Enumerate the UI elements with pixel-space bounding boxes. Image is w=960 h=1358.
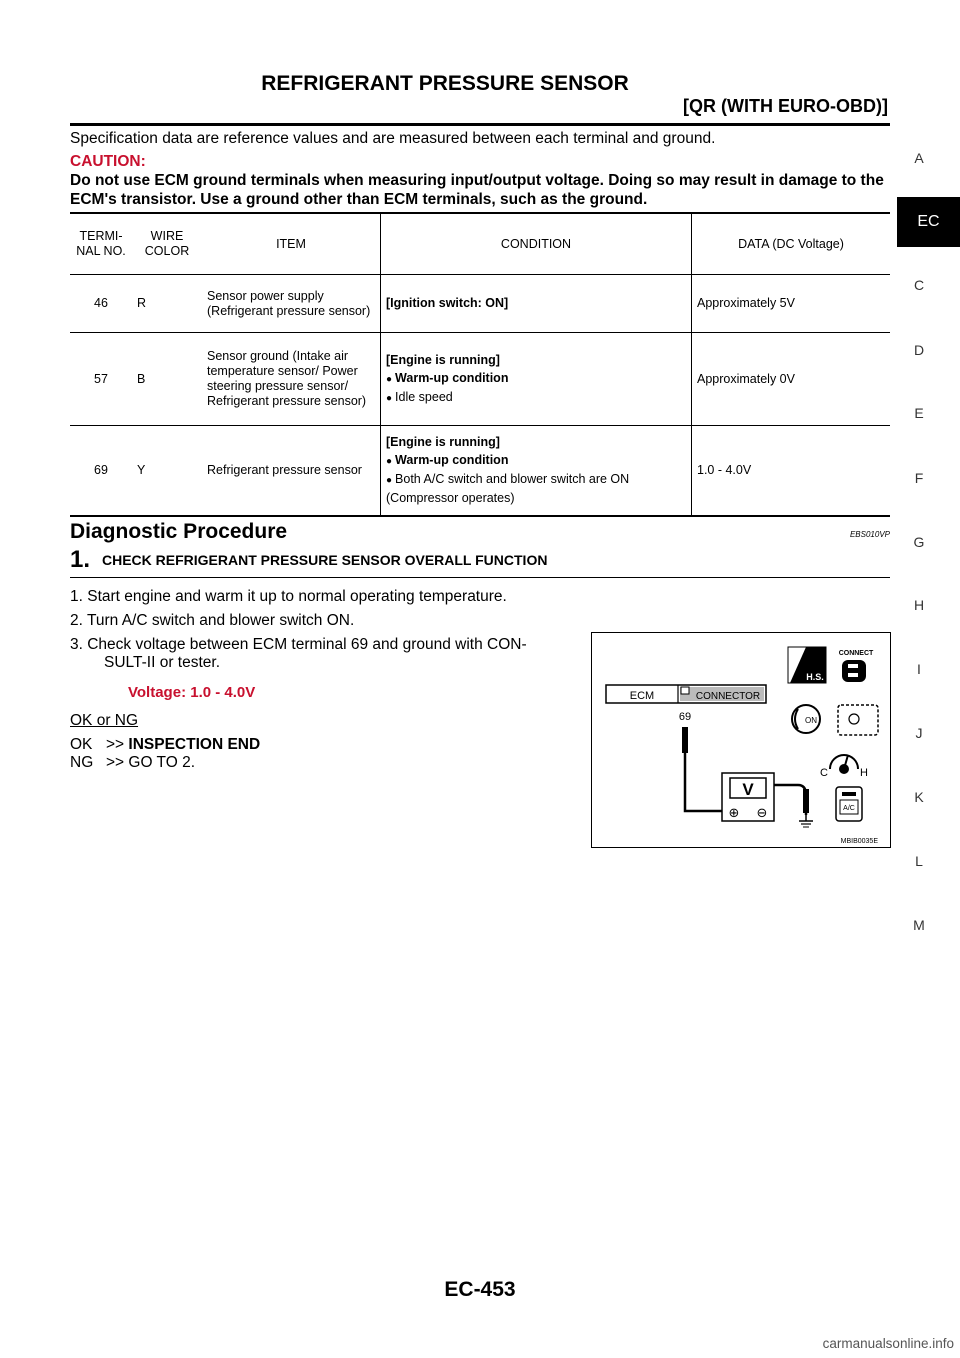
hs-label: H.S. — [806, 672, 824, 682]
data-cell: Approximately 0V — [697, 371, 795, 386]
figure-code: MBIB0035E — [840, 838, 878, 845]
side-index-f[interactable]: F — [914, 470, 924, 486]
terminal-spec-table — [70, 212, 890, 517]
terminal-label: 69 — [678, 711, 692, 723]
condition-head: [Ignition switch: ON] — [386, 296, 509, 310]
condition-bullet: Both A/C switch and blower switch are ON — [395, 471, 630, 486]
watermark: carmanualsonline.info — [822, 1336, 954, 1351]
header-wire-color: WIRE COLOR — [144, 229, 190, 258]
hot-label: H — [860, 767, 868, 779]
item-cell: Sensor ground (Intake air temperature sensor/ Power steering pressure sensor/ Refrigerant pressure sensor) — [202, 333, 381, 426]
result-ng — [70, 754, 195, 772]
condition-tail: (Compressor operates) — [386, 490, 515, 505]
result-ok — [70, 736, 260, 754]
diagram-svg — [592, 633, 890, 847]
color-cell: B — [137, 371, 146, 386]
condition-bullet: Warm-up condition — [395, 452, 509, 467]
probe-tip — [682, 727, 688, 753]
connector-pin — [681, 687, 689, 694]
bullet-icon: ● — [386, 392, 393, 404]
procedure-step: 1. Start engine and warm it up to normal operating temperature. — [70, 588, 507, 605]
connector-label: CONNECTOR — [695, 691, 761, 702]
step-title: CHECK REFRIGERANT PRESSURE SENSOR OVERALL FUNCTION — [102, 552, 548, 568]
header-data: DATA (DC Voltage) — [738, 236, 844, 251]
procedure-step-cont: SULT-II or tester. — [104, 654, 221, 671]
voltmeter-label: V — [742, 780, 754, 799]
step-number: 1. — [70, 546, 91, 573]
side-index-a[interactable]: A — [914, 150, 924, 166]
header-terminal: TERMI-NAL NO. — [76, 229, 126, 258]
result-key: NG — [70, 754, 94, 771]
wiring-diagram — [591, 632, 891, 848]
ground-wire — [774, 785, 806, 815]
result-arrow: >> — [106, 754, 125, 771]
condition-bullet: Idle speed — [395, 389, 453, 404]
procedure-step: 2. Turn A/C switch and blower switch ON. — [70, 612, 355, 629]
connect-label: CONNECT — [838, 650, 874, 657]
voltage-spec: Voltage: 1.0 - 4.0V — [128, 684, 256, 701]
intro-text: Specification data are reference values and are measured between each terminal and ground. — [70, 130, 716, 147]
table-row — [70, 333, 890, 426]
bullet-icon: ● — [386, 373, 393, 385]
data-cell: Approximately 5V — [697, 296, 795, 310]
ground-probe — [803, 789, 809, 813]
step-rule — [70, 577, 890, 578]
terminal-cell: 57 — [94, 371, 108, 386]
side-index-c[interactable]: C — [913, 277, 925, 293]
side-index-m[interactable]: M — [913, 917, 925, 933]
table-row — [70, 275, 890, 333]
connector-plug-icon — [842, 660, 866, 682]
bullet-icon: ● — [386, 455, 393, 467]
page-number: EC-453 — [444, 1278, 516, 1301]
terminal-cell: 69 — [94, 462, 108, 477]
ecm-label: ECM — [629, 690, 655, 702]
side-index-i[interactable]: I — [917, 661, 921, 677]
ok-ng-label: OK or NG — [70, 712, 139, 729]
section-code: EBS010VP — [849, 530, 890, 539]
header-condition: CONDITION — [381, 213, 692, 275]
data-cell: 1.0 - 4.0V — [697, 462, 752, 477]
side-index-d[interactable]: D — [913, 342, 925, 358]
procedure-step: 3. Check voltage between ECM terminal 69 and ground with CON- — [70, 636, 527, 653]
color-cell: Y — [137, 462, 146, 477]
terminal-cell: 46 — [94, 296, 108, 310]
result-key: OK — [70, 736, 93, 753]
table-header-row — [70, 213, 890, 275]
plus-terminal-icon: ⊕ — [728, 806, 740, 821]
minus-terminal-icon: ⊖ — [756, 806, 768, 821]
color-cell: R — [137, 296, 147, 310]
section-title: Diagnostic Procedure — [70, 520, 288, 543]
page-subtitle: [QR (WITH EURO-OBD)] — [683, 96, 888, 116]
side-index-ec[interactable]: EC — [897, 197, 960, 247]
condition-head: [Engine is running] — [386, 352, 500, 367]
result-value: INSPECTION END — [128, 736, 261, 753]
side-index-g[interactable]: G — [913, 534, 925, 550]
caution-text: Do not use ECM ground terminals when measuring input/output voltage. Doing so may result in damage to the ECM's transistor. Use a ground other than ECM terminals, such as the ground. — [70, 172, 884, 208]
side-index-e[interactable]: E — [914, 405, 924, 421]
result-value: GO TO 2. — [128, 754, 196, 771]
engine-icon — [838, 705, 878, 735]
header-rule — [70, 123, 890, 126]
page-title: REFRIGERANT PRESSURE SENSOR — [261, 72, 629, 95]
side-index-k[interactable]: K — [914, 789, 924, 805]
header-item: ITEM — [202, 213, 381, 275]
condition-head: [Engine is running] — [386, 434, 500, 449]
side-index-h[interactable]: H — [913, 597, 925, 613]
ac-label: A/C — [843, 805, 855, 812]
cold-label: C — [820, 767, 828, 779]
side-index-l[interactable]: L — [915, 853, 923, 869]
probe-wire — [685, 753, 724, 811]
side-index-j[interactable]: J — [915, 725, 923, 741]
bullet-icon: ● — [386, 474, 393, 486]
item-cell: Sensor power supply (Refrigerant pressure sensor) — [202, 275, 381, 333]
result-arrow: >> — [106, 736, 125, 753]
table-row — [70, 426, 890, 516]
item-cell: Refrigerant pressure sensor — [202, 426, 381, 516]
caution-label: CAUTION: — [70, 153, 146, 170]
svg-text:ON: ON — [805, 716, 817, 725]
condition-bullet: Warm-up condition — [395, 370, 509, 385]
